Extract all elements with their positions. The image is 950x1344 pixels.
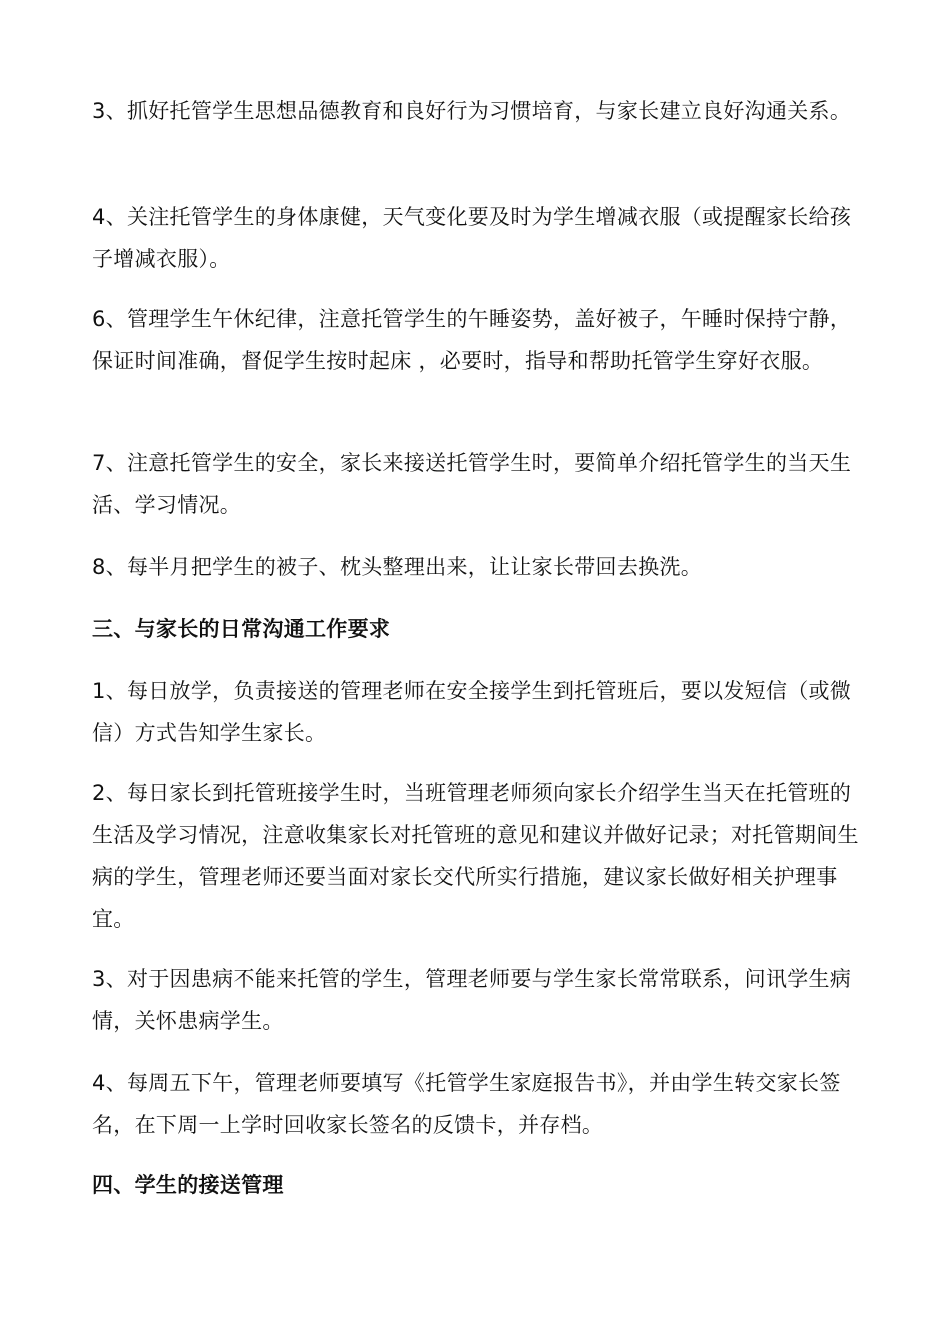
paragraph-item-4-weekly-report: 4、每周五下午，管理老师要填写《托管学生家庭报告书》，并由学生转交家长签名，在下周一上学时回收家长签名的反馈卡，并存档。 bbox=[92, 1071, 841, 1137]
paragraph-item-2-pickup-report: 2、每日家长到托管班接学生时，当班管理老师须向家长介绍学生当天在托管班的生活及学习情况，注意收集家长对托管班的意见和建议并做好记录；对托管期间生病的学生，管理老师还要当面对家长交代所实行措施，建议家长做好相关护理事宜。 bbox=[92, 781, 859, 931]
section-heading-parent-communication: 三、与家长的日常沟通工作要求 bbox=[92, 617, 391, 641]
section-heading-pickup-management: 四、学生的接送管理 bbox=[92, 1173, 284, 1197]
paragraph-item-3-moral-education: 3、抓好托管学生思想品德教育和良好行为习惯培育，与家长建立良好沟通关系。 bbox=[92, 99, 852, 123]
paragraph-item-3-sick-students: 3、对于因患病不能来托管的学生，管理老师要与学生家长常常联系，问讯学生病情，关怀患病学生。 bbox=[92, 967, 852, 1033]
paragraph-item-6-nap-discipline: 6、管理学生午休纪律，注意托管学生的午睡姿势，盖好被子，午睡时保持宁静，保证时间准确，督促学生按时起床 ，必要时，指导和帮助托管学生穿好衣服。 bbox=[92, 307, 852, 373]
paragraph-item-8-bedding: 8、每半月把学生的被子、枕头整理出来，让让家长带回去换洗。 bbox=[92, 555, 703, 579]
paragraph-item-7-safety: 7、注意托管学生的安全，家长来接送托管学生时，要简单介绍托管学生的当天生活、学习情况。 bbox=[92, 451, 852, 517]
paragraph-item-4-health: 4、关注托管学生的身体康健，天气变化要及时为学生增减衣服（或提醒家长给孩子增减衣服）。 bbox=[92, 205, 852, 271]
paragraph-item-1-notify-parents: 1、每日放学，负责接送的管理老师在安全接学生到托管班后，要以发短信（或微信）方式告知学生家长。 bbox=[92, 679, 852, 745]
